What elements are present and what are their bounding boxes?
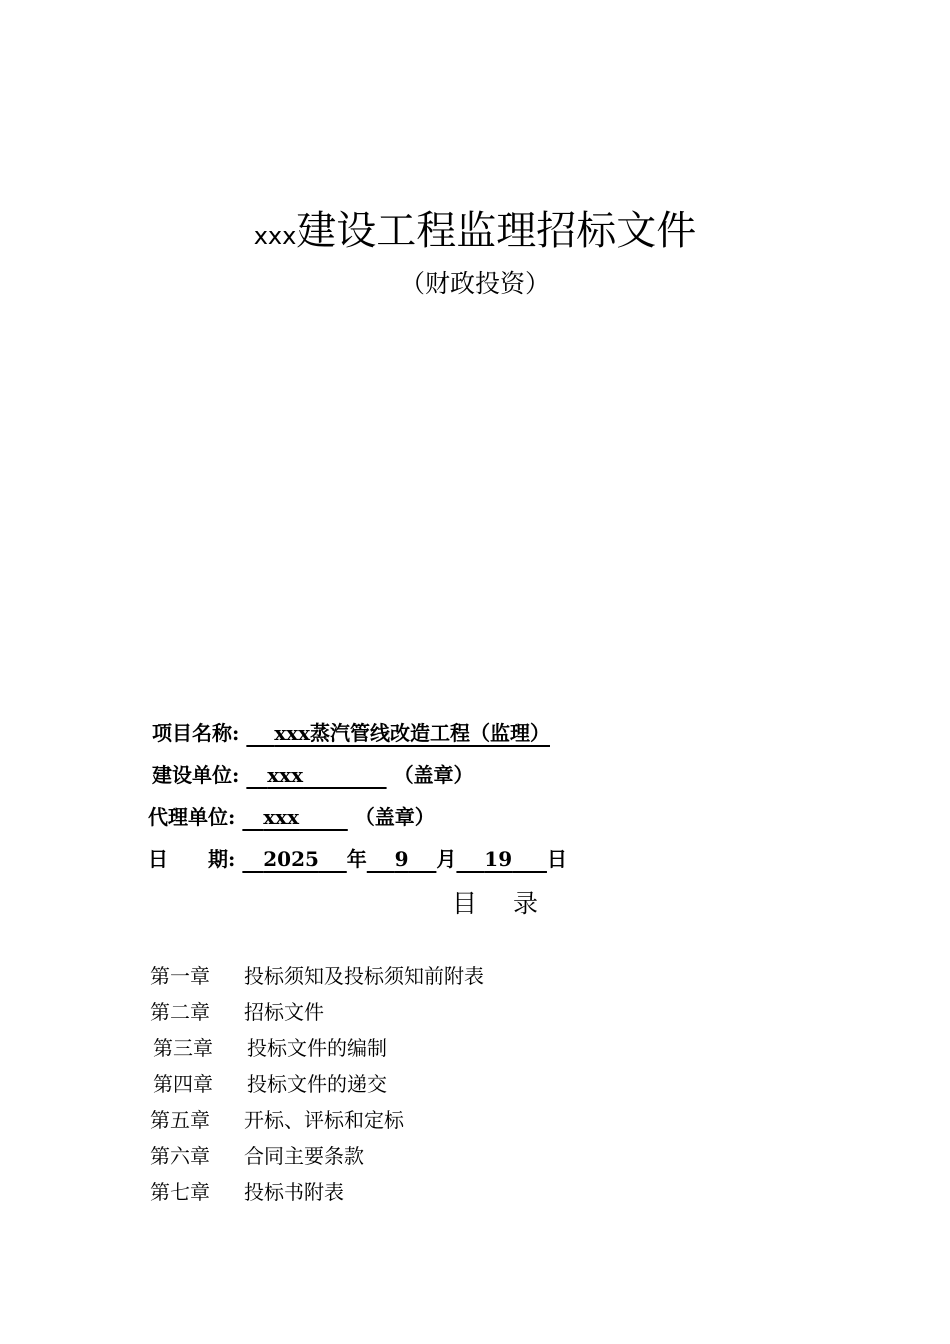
project-name-value: xxx蒸汽管线改造工程（监理） [274, 721, 550, 745]
toc-item-title: 投标文件的递交 [247, 1072, 387, 1096]
toc-item[interactable] [150, 997, 324, 1027]
toc-heading: 目录 [452, 889, 575, 918]
date-month-unit: 月 [436, 847, 457, 871]
date-month: 9 [394, 847, 409, 871]
toc-item-number: 第三章 [153, 1036, 213, 1060]
construction-unit-label: 建设单位: [152, 763, 240, 787]
toc-item-title: 开标、评标和定标 [244, 1108, 404, 1132]
agent-unit-row [148, 802, 435, 832]
agent-unit-label: 代理单位: [148, 805, 236, 829]
title-main: 建设工程监理招标文件 [296, 208, 697, 254]
date-day-unit: 日 [546, 847, 567, 871]
project-name-row [152, 718, 550, 748]
document-subtitle: （财政投资） [399, 269, 550, 298]
toc-item-title: 投标文件的编制 [247, 1036, 387, 1060]
agent-unit-seal: （盖章） [354, 805, 435, 829]
project-name-label: 项目名称: [152, 721, 240, 745]
agent-unit-value: xxx [263, 805, 300, 829]
toc-item-title: 招标文件 [244, 1000, 324, 1024]
date-day: 19 [484, 847, 513, 871]
toc-item-number: 第二章 [150, 1000, 210, 1024]
date-year-unit: 年 [346, 847, 367, 871]
toc-item[interactable] [153, 1069, 387, 1099]
toc-item-number: 第四章 [153, 1072, 213, 1096]
toc-item-number: 第一章 [150, 964, 210, 988]
date-label: 日 期: [148, 847, 236, 871]
title-prefix: xxx [253, 222, 297, 250]
toc-item-number: 第五章 [150, 1108, 210, 1132]
toc-item-title: 投标书附表 [244, 1180, 344, 1204]
construction-unit-value: xxx [267, 763, 304, 787]
toc-item[interactable] [150, 961, 484, 991]
document-title [0, 205, 950, 262]
construction-unit-seal: （盖章） [393, 763, 474, 787]
toc-item-number: 第六章 [150, 1144, 210, 1168]
toc-item[interactable] [153, 1033, 387, 1063]
toc-item-title: 合同主要条款 [244, 1144, 364, 1168]
toc-item-title: 投标须知及投标须知前附表 [244, 964, 484, 988]
toc-item[interactable] [150, 1177, 344, 1207]
date-row [148, 844, 567, 874]
toc-item[interactable] [150, 1141, 364, 1171]
date-year: 2025 [263, 847, 319, 871]
toc-item[interactable] [150, 1105, 404, 1135]
construction-unit-row [152, 760, 474, 790]
toc-item-number: 第七章 [150, 1180, 210, 1204]
document-title-block [0, 205, 950, 302]
